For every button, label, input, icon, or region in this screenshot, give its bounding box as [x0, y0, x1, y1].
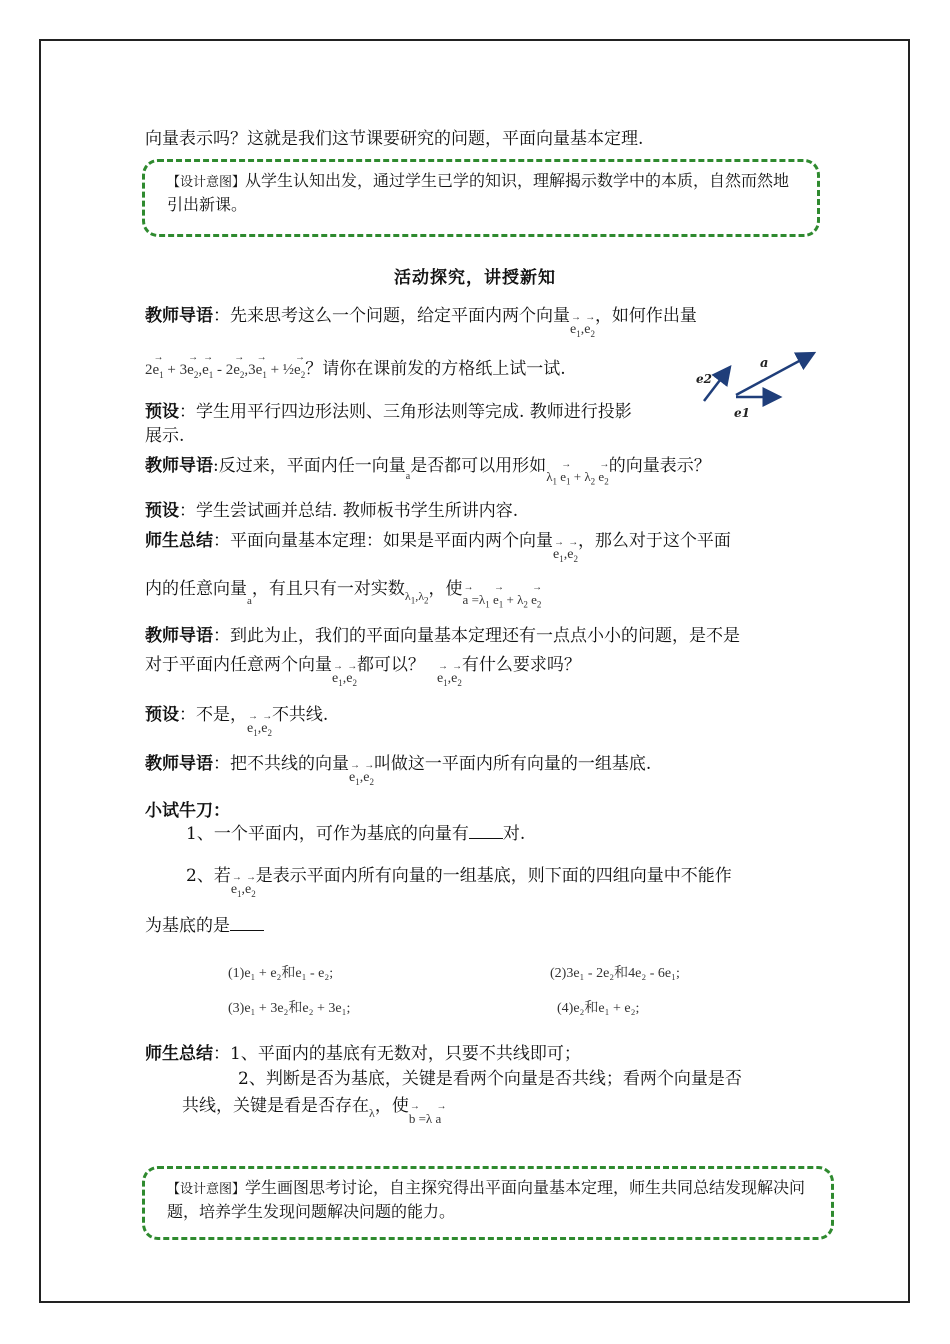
- vectors-e1-e2: → $_{e_1,\to e_2}$: [553, 547, 578, 562]
- text: 1、一个平面内，可作为基底的向量有: [186, 824, 469, 844]
- summary-1-line2: [145, 577, 542, 610]
- text: ，有且只有一对实数: [251, 579, 405, 599]
- option-2: (2)3e₁ - 2e₂和4e₂ - 6e₁;: [550, 966, 680, 981]
- exercise-q2-line2: [145, 914, 264, 938]
- vectors-e1-e2: → $_{e_1,\to e_2}$: [247, 721, 272, 736]
- design-intent-tag: 【设计意图】: [167, 175, 246, 190]
- text: ：把不共线的向量: [213, 754, 349, 774]
- design-intent-text: 从学生认知出发，通过学生已学的知识，理解揭示数学中的本质，自然而然地引出新课。: [167, 171, 790, 214]
- summary-2-line3: [182, 1094, 442, 1126]
- text: 是否都可以用形如: [410, 456, 547, 476]
- text: 内的任意向量: [145, 579, 247, 599]
- lambda-pair: λ1,λ2: [404, 589, 429, 606]
- teacher-intro-1: [145, 304, 697, 339]
- text: ，使: [428, 579, 463, 599]
- preset-1-line2: 展示.: [145, 426, 185, 446]
- preset-1: [145, 400, 632, 424]
- option-4: (4)e₂和e₁ + e₂;: [557, 1001, 640, 1016]
- answer-blank[interactable]: [469, 824, 503, 839]
- label-e2: e2: [696, 372, 712, 386]
- summary-1: [145, 529, 731, 564]
- vector-a: [736, 353, 814, 395]
- text: 2、若: [186, 866, 231, 886]
- text: 共线，关键是看是否存在: [182, 1096, 369, 1116]
- text: ，使: [374, 1096, 409, 1116]
- text: 的向量表示？: [608, 456, 711, 476]
- text: 有什么要求吗？: [461, 655, 581, 675]
- teacher-intro-3-line2: [145, 653, 581, 688]
- option-1: (1)e₁ + e₂和e₁ - e₂;: [228, 966, 334, 981]
- option-3: (3)e₁ + 3e₂和e₂ + 3e₁;: [228, 1001, 351, 1016]
- label: 教师导语: [145, 456, 213, 476]
- text: 都可以？: [356, 655, 425, 675]
- text: ：到此为止，我们的平面向量基本定理还有一点点小小的问题，是不是: [213, 626, 740, 646]
- label: 师生总结: [145, 1044, 213, 1064]
- label: 教师导语: [145, 306, 213, 326]
- label: 预设: [145, 705, 179, 725]
- theorem-formula: → $_{a =\lambda_1 \to e_1 + \lambda_2 \to e_2}$: [463, 592, 542, 607]
- exercise-title: 小试牛刀：: [145, 801, 230, 821]
- teacher-intro-1-line2: [145, 357, 566, 387]
- text: 不共线.: [271, 705, 329, 725]
- vector-a-symbol: a: [405, 471, 411, 482]
- label: 师生总结: [145, 531, 213, 551]
- text: 是表示平面内所有向量的一组基底，则下面的四组向量中不能作: [255, 866, 732, 886]
- intro-line: 向量表示吗？这就是我们这节课要研究的问题，平面向量基本定理.: [145, 129, 644, 149]
- text: 对于平面内任意两个向量: [145, 655, 332, 675]
- text: ：学生用平行四边形法则、三角形法则等完成. 教师进行投影: [179, 402, 632, 422]
- preset-3: [145, 703, 329, 738]
- label: 预设: [145, 402, 179, 422]
- text: ？请你在课前发的方格纸上试一试.: [305, 359, 566, 379]
- vectors-e1-e2: → $_{e_1,\to e_2}$: [332, 671, 357, 686]
- vectors-e1-e2: → $_{e_1,\to e_2}$: [437, 671, 462, 686]
- text: ：不是，: [179, 705, 247, 725]
- text: ：1、平面内的基底有无数对，只要不共线即可；: [213, 1044, 581, 1064]
- summary-2: [145, 1042, 581, 1066]
- design-intent-box-2: [142, 1166, 834, 1240]
- vectors-e1-e2: → $_{e_1,\to e_2}$: [570, 322, 595, 337]
- text: ，那么对于这个平面: [577, 531, 731, 551]
- text: ，如何作出量: [594, 306, 697, 326]
- label: 教师导语: [145, 626, 213, 646]
- design-intent-text: 学生画图思考讨论，自主探究得出平面向量基本定理，师生共同总结发现解决问题，培养学生发现问题解决问题的能力。: [167, 1178, 806, 1221]
- formula: $2\to e_1 + 3\to e_2,\to e_1 - 2\to e_2,3\to e_1$ + ½→ $e_2$: [145, 362, 305, 378]
- exercise-q2: [186, 864, 732, 899]
- teacher-intro-2: [145, 454, 711, 487]
- vector-figure: [694, 345, 824, 425]
- collinear-formula: → $_{b =\lambda \to a}$: [409, 1111, 441, 1126]
- text: :反过来，平面内任一向量: [213, 456, 406, 476]
- linear-combination: λ1 → e1 + λ2 → e2: [546, 469, 609, 484]
- design-intent-box-1: [142, 159, 820, 237]
- teacher-intro-4: [145, 752, 652, 787]
- exercise-q1: [186, 822, 525, 846]
- vectors-e1-e2: → $_{e_1,\to e_2}$: [231, 882, 256, 897]
- label: 预设: [145, 501, 179, 521]
- vectors-e1-e2: → $_{e_1,\to e_2}$: [349, 770, 374, 785]
- label-e1: e1: [734, 406, 750, 420]
- lambda-symbol: λ: [369, 1106, 375, 1120]
- preset-2: [145, 499, 518, 523]
- label-a: a: [760, 356, 769, 371]
- teacher-intro-3: [145, 624, 740, 648]
- section-heading: 活动探究，讲授新知: [394, 268, 556, 288]
- text: ：先来思考这么一个问题，给定平面内两个向量: [213, 306, 570, 326]
- answer-blank[interactable]: [230, 916, 264, 931]
- summary-2-line2: 2、判断是否为基底，关键是看两个向量是否共线；看两个向量是否: [238, 1069, 742, 1089]
- design-intent-tag: 【设计意图】: [167, 1182, 246, 1197]
- text: ：学生尝试画并总结. 教师板书学生所讲内容.: [179, 501, 519, 521]
- label: 教师导语: [145, 754, 213, 774]
- vector-a-symbol: a: [247, 595, 252, 607]
- text: 为基底的是: [145, 916, 230, 936]
- text: 对.: [502, 824, 526, 844]
- text: ：平面向量基本定理：如果是平面内两个向量: [213, 531, 553, 551]
- text: 叫做这一平面内所有向量的一组基底.: [373, 754, 652, 774]
